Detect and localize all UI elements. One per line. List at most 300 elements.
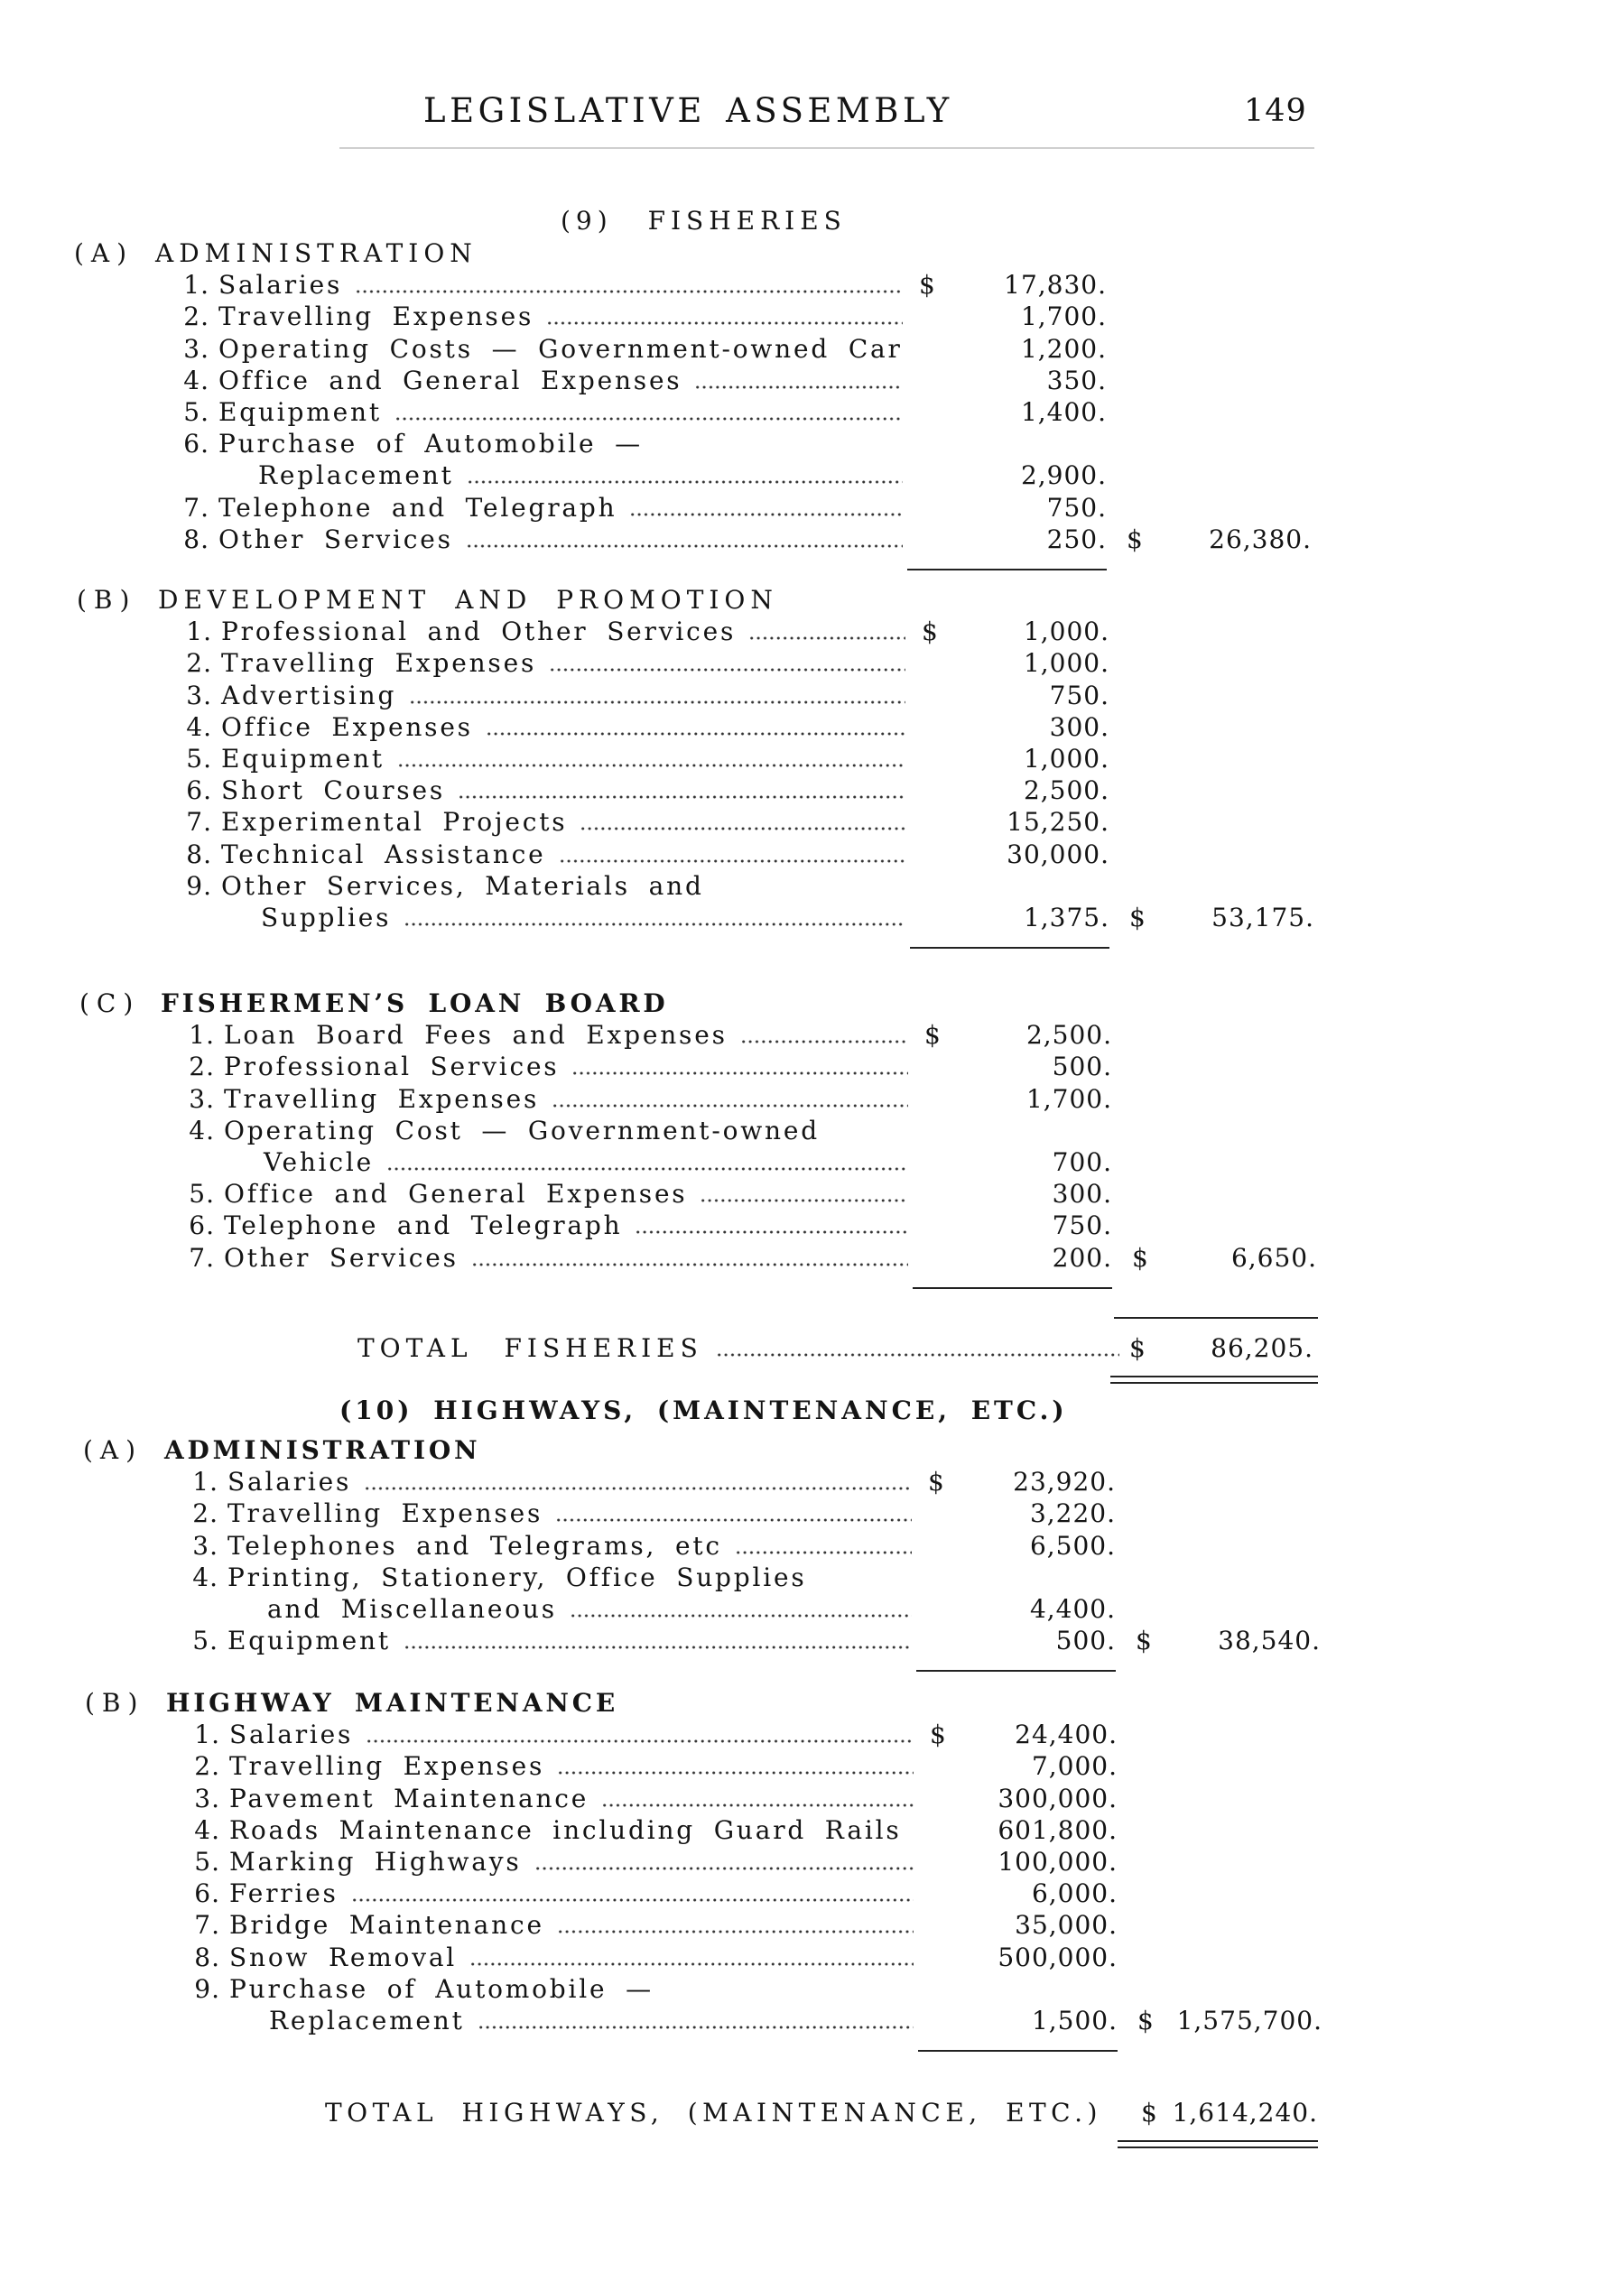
amount-column-rule bbox=[918, 2050, 1118, 2052]
item-label: Salaries bbox=[227, 1467, 352, 1497]
subtotal-amount: 6,650. bbox=[1230, 1242, 1317, 1273]
dot-leader bbox=[466, 524, 903, 555]
item-amount: 3,220. bbox=[1029, 1498, 1116, 1529]
item-label-area bbox=[221, 743, 905, 774]
item-label: Other Services, Materials and bbox=[221, 870, 704, 901]
item-label: Purchase of Automobile — bbox=[218, 429, 643, 459]
item-label-area bbox=[227, 1497, 912, 1529]
item-label-area bbox=[229, 1878, 914, 1909]
item-label-area bbox=[221, 774, 905, 806]
line-items bbox=[3, 616, 1537, 933]
item-label: Travelling Expenses bbox=[224, 1083, 540, 1114]
item-label-area bbox=[229, 1814, 914, 1846]
double-rule-bottom bbox=[1118, 2147, 1318, 2148]
item-label-area bbox=[218, 524, 903, 555]
amount-column-rule bbox=[913, 1287, 1112, 1289]
item-amount: 6,500. bbox=[1029, 1530, 1116, 1561]
item-label-area bbox=[227, 1562, 912, 1593]
item-amount: 350. bbox=[1046, 365, 1107, 395]
dot-leader bbox=[471, 1242, 908, 1274]
item-label: Operating Costs — Government-owned Car bbox=[218, 333, 903, 364]
line-items bbox=[9, 1466, 1544, 1656]
item-amount: 750. bbox=[1046, 492, 1107, 523]
item-label-area bbox=[224, 1242, 908, 1274]
section-heading bbox=[0, 237, 1535, 269]
item-label-area bbox=[218, 333, 903, 365]
line-items bbox=[0, 269, 1535, 555]
item-label: Marking Highways bbox=[229, 1846, 522, 1877]
line-item bbox=[0, 333, 1535, 365]
item-label-area bbox=[218, 492, 903, 524]
item-label: Office Expenses bbox=[221, 711, 473, 742]
dot-leader bbox=[570, 1593, 912, 1625]
item-label-area bbox=[221, 616, 905, 647]
dot-leader bbox=[580, 806, 905, 838]
dot-leader bbox=[552, 1083, 908, 1115]
item-number: 6. bbox=[186, 775, 212, 806]
line-item bbox=[3, 774, 1537, 806]
item-amount: 1,400. bbox=[1020, 396, 1107, 427]
item-amount: 601,800. bbox=[998, 1814, 1118, 1845]
double-rule-top bbox=[1118, 2140, 1318, 2142]
item-label-area bbox=[261, 902, 905, 933]
total-label: TOTAL FISHERIES bbox=[357, 1333, 703, 1363]
dot-leader bbox=[458, 774, 905, 806]
item-label-area bbox=[227, 1625, 912, 1656]
item-label: Experimental Projects bbox=[221, 807, 568, 838]
item-number: 7. bbox=[194, 1910, 220, 1941]
item-amount: 23,920. bbox=[1013, 1467, 1116, 1497]
item-label-area bbox=[224, 1178, 908, 1210]
dot-leader bbox=[397, 743, 905, 774]
section-title: DEVELOPMENT AND PROMOTION bbox=[158, 585, 778, 615]
dot-leader bbox=[486, 711, 905, 743]
line-item-continuation bbox=[11, 2005, 1545, 2036]
item-amount: 300. bbox=[1052, 1179, 1112, 1210]
running-header-title: LEGISLATIVE ASSEMBLY bbox=[423, 91, 953, 130]
item-amount: 35,000. bbox=[1015, 1910, 1118, 1941]
line-item bbox=[3, 839, 1537, 870]
item-label-area bbox=[218, 396, 903, 428]
item-label: Loan Board Fees and Expenses bbox=[224, 1020, 728, 1051]
item-amount: 30,000. bbox=[1007, 839, 1109, 869]
section-letter: (C) bbox=[79, 988, 141, 1018]
item-number: 1. bbox=[192, 1467, 218, 1497]
item-label: Salaries bbox=[229, 1720, 354, 1750]
item-number: 2. bbox=[189, 1052, 215, 1082]
line-item bbox=[3, 680, 1537, 711]
dot-leader bbox=[351, 1878, 914, 1909]
dot-leader bbox=[716, 1332, 1119, 1364]
item-amount: 100,000. bbox=[998, 1846, 1118, 1877]
item-label: Professional and Other Services bbox=[221, 617, 737, 647]
item-label-area bbox=[229, 1719, 914, 1750]
line-item bbox=[11, 1878, 1545, 1909]
line-item bbox=[0, 524, 1535, 555]
line-item bbox=[0, 301, 1535, 332]
line-item bbox=[11, 1750, 1545, 1782]
item-label-area bbox=[224, 1051, 908, 1082]
item-amount: 500,000. bbox=[998, 1942, 1118, 1972]
item-number: 9. bbox=[186, 870, 212, 901]
item-label-area bbox=[269, 2005, 914, 2036]
highways-heading: (10) HIGHWAYS, (MAINTENANCE, ETC.) bbox=[339, 1395, 1068, 1425]
dot-leader bbox=[740, 1019, 908, 1051]
item-label-area bbox=[224, 1083, 908, 1115]
section-title: ADMINISTRATION bbox=[164, 1435, 481, 1465]
highways-administration-section bbox=[9, 1434, 1544, 1672]
line-item bbox=[3, 616, 1537, 647]
item-number: 5. bbox=[192, 1626, 218, 1656]
item-number: 8. bbox=[183, 524, 209, 554]
dot-leader bbox=[748, 616, 905, 647]
dot-leader bbox=[409, 680, 905, 711]
dot-leader bbox=[404, 902, 905, 933]
fishermens-loan-board-section bbox=[5, 988, 1540, 1289]
item-label-area bbox=[229, 1909, 914, 1941]
item-label-area bbox=[229, 1846, 914, 1878]
item-label: Advertising bbox=[221, 680, 397, 710]
item-label: Supplies bbox=[261, 902, 392, 932]
item-number: 1. bbox=[189, 1020, 215, 1051]
line-item-continuation bbox=[0, 459, 1535, 491]
item-label-area bbox=[224, 1019, 908, 1051]
dot-leader bbox=[629, 492, 903, 524]
dot-leader bbox=[557, 1909, 914, 1941]
dot-leader bbox=[559, 839, 905, 870]
section-heading bbox=[11, 1687, 1545, 1719]
line-item bbox=[3, 647, 1537, 679]
item-amount: 500. bbox=[1052, 1052, 1112, 1082]
line-item bbox=[11, 1719, 1545, 1750]
item-label-area bbox=[267, 1593, 912, 1625]
line-item bbox=[9, 1530, 1544, 1562]
line-item bbox=[0, 396, 1535, 428]
line-item bbox=[5, 1019, 1540, 1051]
item-number: 5. bbox=[189, 1179, 215, 1210]
subtotal-amount: 53,175. bbox=[1211, 902, 1314, 932]
item-number: 3. bbox=[194, 1783, 220, 1813]
total-column-rule bbox=[1114, 1317, 1318, 1319]
item-label: Pavement Maintenance bbox=[229, 1783, 589, 1813]
item-amount: 2,500. bbox=[1023, 775, 1109, 806]
section-heading bbox=[9, 1434, 1544, 1466]
total-amount: 86,205. bbox=[1211, 1333, 1313, 1363]
item-label: Telephones and Telegrams, etc bbox=[227, 1530, 722, 1561]
line-item bbox=[9, 1625, 1544, 1656]
item-amount: 7,000. bbox=[1031, 1751, 1118, 1782]
item-label-area bbox=[221, 647, 905, 679]
item-label: Technical Assistance bbox=[221, 839, 546, 869]
item-amount: 24,400. bbox=[1015, 1720, 1118, 1750]
item-label: Telephone and Telegraph bbox=[218, 492, 617, 523]
line-item bbox=[0, 428, 1535, 459]
item-amount: 15,250. bbox=[1007, 807, 1109, 838]
line-item bbox=[0, 492, 1535, 524]
line-item bbox=[11, 1942, 1545, 1973]
subtotal-dollar-sign: $ bbox=[1127, 524, 1143, 554]
dot-leader bbox=[386, 1146, 908, 1178]
item-amount: 1,700. bbox=[1020, 301, 1107, 332]
item-number: 4. bbox=[189, 1115, 215, 1145]
item-label-area bbox=[221, 870, 905, 902]
dot-leader bbox=[478, 2005, 914, 2036]
section-title: ADMINISTRATION bbox=[155, 238, 478, 268]
item-number: 2. bbox=[192, 1498, 218, 1529]
item-number: 2. bbox=[183, 301, 209, 332]
line-item bbox=[9, 1562, 1544, 1593]
line-item bbox=[9, 1466, 1544, 1497]
dollar-sign: $ bbox=[928, 1467, 944, 1497]
item-number: 2. bbox=[186, 648, 212, 679]
section-letter: (A) bbox=[83, 1435, 144, 1465]
line-item bbox=[3, 806, 1537, 838]
total-label: TOTAL HIGHWAYS, (MAINTENANCE, ETC.) bbox=[325, 2098, 1102, 2128]
dot-leader bbox=[546, 301, 903, 332]
item-number: 5. bbox=[186, 743, 212, 774]
item-label: Telephone and Telegraph bbox=[224, 1210, 623, 1241]
item-number: 7. bbox=[186, 807, 212, 838]
item-label: Travelling Expenses bbox=[221, 648, 537, 679]
item-label-area bbox=[218, 428, 903, 459]
item-amount: 300,000. bbox=[998, 1783, 1118, 1813]
subtotal-dollar-sign: $ bbox=[1129, 902, 1146, 932]
item-amount: 6,000. bbox=[1031, 1878, 1118, 1909]
item-label-area bbox=[227, 1466, 912, 1497]
subtotal-amount: 26,380. bbox=[1209, 524, 1312, 554]
item-label: and Miscellaneous bbox=[267, 1593, 557, 1624]
item-label: Short Courses bbox=[221, 775, 446, 806]
item-label-area bbox=[218, 301, 903, 332]
item-label-area bbox=[221, 839, 905, 870]
item-amount: 300. bbox=[1049, 711, 1109, 742]
line-item bbox=[5, 1242, 1540, 1274]
line-item bbox=[11, 1846, 1545, 1878]
item-label-area bbox=[218, 269, 903, 301]
item-label-area bbox=[221, 711, 905, 743]
dot-leader bbox=[394, 396, 903, 428]
dollar-sign: $ bbox=[919, 270, 935, 301]
line-items bbox=[11, 1719, 1545, 2036]
dot-leader bbox=[557, 1750, 914, 1782]
line-item bbox=[3, 711, 1537, 743]
item-label: Ferries bbox=[229, 1878, 339, 1909]
item-amount: 1,375. bbox=[1023, 902, 1109, 932]
item-amount: 1,200. bbox=[1020, 333, 1107, 364]
item-number: 8. bbox=[194, 1942, 220, 1972]
item-label-area bbox=[218, 365, 903, 396]
item-number: 1. bbox=[194, 1720, 220, 1750]
section-letter: (A) bbox=[74, 238, 135, 268]
item-label-area bbox=[221, 680, 905, 711]
item-number: 1. bbox=[186, 617, 212, 647]
item-number: 5. bbox=[183, 396, 209, 427]
item-label: Printing, Stationery, Office Supplies bbox=[227, 1562, 807, 1592]
total-label-area bbox=[357, 1332, 1119, 1364]
item-label: Snow Removal bbox=[229, 1942, 458, 1972]
item-label-area bbox=[229, 1783, 914, 1814]
dot-leader bbox=[355, 269, 903, 301]
item-amount: 700. bbox=[1052, 1146, 1112, 1177]
fisheries-development-section bbox=[3, 584, 1537, 949]
item-label: Professional Services bbox=[224, 1052, 560, 1082]
item-amount: 4,400. bbox=[1029, 1593, 1116, 1624]
item-number: 1. bbox=[183, 270, 209, 301]
line-item bbox=[9, 1497, 1544, 1529]
item-number: 4. bbox=[186, 711, 212, 742]
item-label: Office and General Expenses bbox=[218, 365, 682, 395]
item-number: 4. bbox=[192, 1562, 218, 1592]
item-label: Other Services bbox=[218, 524, 453, 554]
line-item bbox=[3, 743, 1537, 774]
dot-leader bbox=[735, 1530, 912, 1562]
dollar-sign: $ bbox=[922, 617, 938, 647]
total-amount: 1,614,240. bbox=[1172, 2098, 1318, 2128]
item-amount: 750. bbox=[1052, 1210, 1112, 1241]
item-number: 3. bbox=[186, 680, 212, 710]
amount-column-rule bbox=[907, 569, 1107, 570]
subtotal-dollar-sign: $ bbox=[1132, 1242, 1148, 1273]
dot-leader bbox=[366, 1719, 914, 1750]
dot-leader bbox=[555, 1497, 912, 1529]
item-amount: 750. bbox=[1049, 680, 1109, 710]
item-label: Equipment bbox=[218, 396, 382, 427]
item-label-area bbox=[221, 806, 905, 838]
item-number: 3. bbox=[183, 333, 209, 364]
item-label-area bbox=[229, 1750, 914, 1782]
amount-column-rule bbox=[916, 1670, 1116, 1672]
item-amount: 1,700. bbox=[1025, 1083, 1112, 1114]
item-number: 3. bbox=[192, 1530, 218, 1561]
item-label-area bbox=[224, 1210, 908, 1241]
item-amount: 1,000. bbox=[1023, 648, 1109, 679]
item-label: Office and General Expenses bbox=[224, 1179, 688, 1210]
dot-leader bbox=[700, 1178, 908, 1210]
dot-leader bbox=[364, 1466, 912, 1497]
subtotal-amount: 38,540. bbox=[1218, 1626, 1321, 1656]
item-number: 6. bbox=[183, 429, 209, 459]
double-rule-bottom bbox=[1110, 1382, 1318, 1384]
line-item bbox=[11, 1814, 1545, 1846]
line-item bbox=[3, 870, 1537, 902]
section-heading bbox=[5, 988, 1540, 1019]
highway-maintenance-section bbox=[11, 1687, 1545, 2052]
fisheries-heading: (9) FISHERIES bbox=[561, 206, 847, 236]
line-item bbox=[11, 1909, 1545, 1941]
item-label: Operating Cost — Government-owned bbox=[224, 1115, 820, 1145]
total-highways-row bbox=[0, 2097, 1535, 2128]
item-label-area bbox=[264, 1146, 908, 1178]
page-number: 149 bbox=[1244, 93, 1307, 129]
line-item-continuation bbox=[9, 1593, 1544, 1625]
section-title: HIGHWAY MAINTENANCE bbox=[166, 1688, 618, 1718]
dot-leader bbox=[601, 1783, 914, 1814]
item-label: Travelling Expenses bbox=[218, 301, 534, 332]
item-number: 7. bbox=[183, 492, 209, 523]
total-label-area bbox=[325, 2097, 1128, 2128]
double-rule-top bbox=[1110, 1376, 1318, 1377]
section-letter: (B) bbox=[77, 585, 137, 615]
item-label: Salaries bbox=[218, 270, 343, 301]
line-item bbox=[11, 1783, 1545, 1814]
item-label: Replacement bbox=[269, 2005, 465, 2035]
item-number: 4. bbox=[194, 1814, 220, 1845]
dot-leader bbox=[694, 365, 903, 396]
item-amount: 1,000. bbox=[1023, 743, 1109, 774]
line-item bbox=[5, 1178, 1540, 1210]
subtotal-dollar-sign: $ bbox=[1136, 1626, 1152, 1656]
dot-leader bbox=[571, 1051, 908, 1082]
total-fisheries-row bbox=[0, 1332, 1535, 1364]
total-dollar-sign: $ bbox=[1129, 1333, 1146, 1363]
item-amount: 2,900. bbox=[1020, 460, 1107, 491]
item-label-area bbox=[229, 1973, 914, 2005]
item-amount: 250. bbox=[1046, 524, 1107, 554]
line-item bbox=[11, 1973, 1545, 2005]
section-title: FISHERMEN’S LOAN BOARD bbox=[161, 988, 669, 1018]
dot-leader bbox=[467, 459, 903, 491]
dot-leader bbox=[635, 1210, 908, 1241]
item-label: Vehicle bbox=[264, 1146, 375, 1177]
item-label: Equipment bbox=[221, 743, 385, 774]
item-amount: 1,500. bbox=[1031, 2005, 1118, 2035]
item-number: 9. bbox=[194, 1973, 220, 2004]
header-rule bbox=[339, 147, 1314, 149]
item-amount: 17,830. bbox=[1004, 270, 1107, 301]
dollar-sign: $ bbox=[930, 1720, 946, 1750]
item-label: Travelling Expenses bbox=[227, 1498, 543, 1529]
item-label-area bbox=[224, 1115, 908, 1146]
item-amount: 1,000. bbox=[1023, 617, 1109, 647]
line-item bbox=[0, 269, 1535, 301]
line-item bbox=[0, 365, 1535, 396]
item-label: Equipment bbox=[227, 1626, 391, 1656]
section-letter: (B) bbox=[85, 1688, 145, 1718]
item-number: 6. bbox=[189, 1210, 215, 1241]
line-item bbox=[5, 1051, 1540, 1082]
dot-leader bbox=[404, 1625, 912, 1656]
item-label-area bbox=[229, 1942, 914, 1973]
item-number: 4. bbox=[183, 365, 209, 395]
line-item-continuation bbox=[5, 1146, 1540, 1178]
item-label-area bbox=[227, 1530, 912, 1562]
item-amount: 200. bbox=[1052, 1242, 1112, 1273]
item-number: 3. bbox=[189, 1083, 215, 1114]
item-label: Bridge Maintenance bbox=[229, 1910, 544, 1941]
item-amount: 500. bbox=[1055, 1626, 1116, 1656]
item-label: Replacement bbox=[258, 460, 454, 491]
subtotal-amount: 1,575,700. bbox=[1176, 2005, 1322, 2035]
line-item bbox=[5, 1115, 1540, 1146]
item-amount: 2,500. bbox=[1025, 1020, 1112, 1051]
item-label: Travelling Expenses bbox=[229, 1751, 545, 1782]
line-item bbox=[5, 1083, 1540, 1115]
line-item-continuation bbox=[3, 902, 1537, 933]
item-number: 7. bbox=[189, 1242, 215, 1273]
line-items bbox=[5, 1019, 1540, 1274]
dot-leader bbox=[549, 647, 905, 679]
fisheries-administration-section bbox=[0, 237, 1535, 570]
item-number: 6. bbox=[194, 1878, 220, 1909]
item-label: Purchase of Automobile — bbox=[229, 1973, 654, 2004]
item-label: Other Services bbox=[224, 1242, 459, 1273]
dot-leader bbox=[534, 1846, 914, 1878]
dollar-sign: $ bbox=[924, 1020, 941, 1051]
item-label-area bbox=[258, 459, 903, 491]
line-item bbox=[5, 1210, 1540, 1241]
section-heading bbox=[3, 584, 1537, 616]
total-dollar-sign: $ bbox=[1141, 2098, 1157, 2128]
